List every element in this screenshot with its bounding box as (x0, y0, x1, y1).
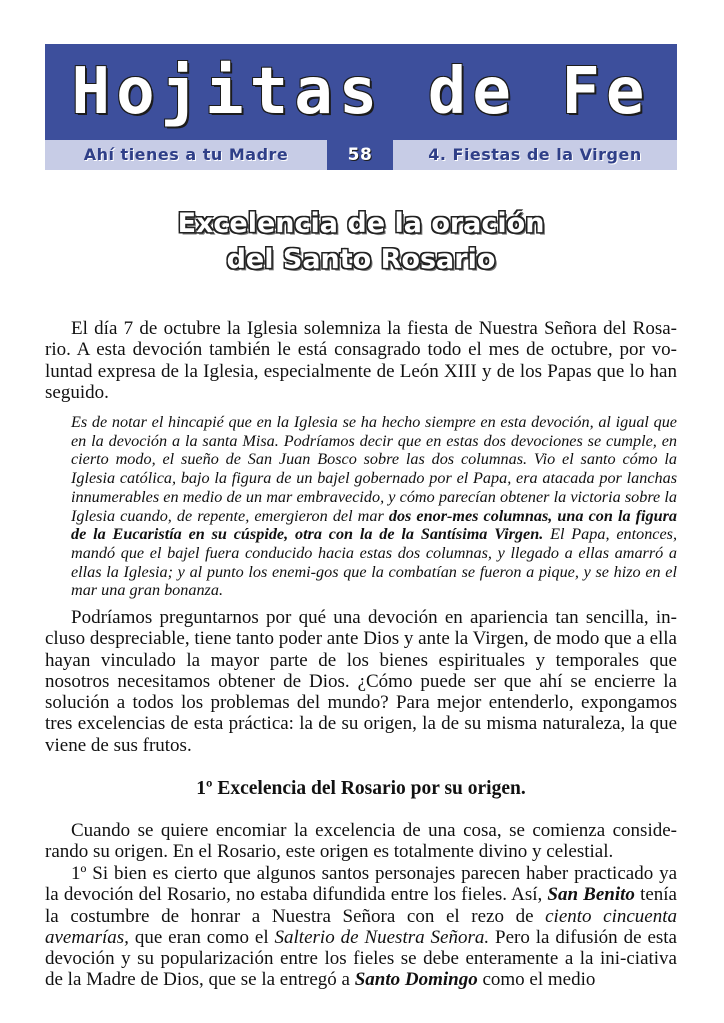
p4-italic-avemarias: ciento cincuenta avemarías, (45, 905, 677, 948)
p4-text-a: 1º Si bien es cierto que algunos santos personajes parecen haber practicado ya la devoción del Rosario, no estaba difundida entre los fieles. Así, (45, 863, 677, 906)
title-line-2: del Santo Rosario (226, 244, 496, 275)
series-right-label: 4. Fiestas de la Virgen (393, 140, 677, 170)
issue-number: 58 (327, 140, 393, 170)
section-heading-1: 1º Excelencia del Rosario por su origen. (196, 778, 526, 799)
quote-bold-text: dos enor-mes columnas, una con la figura de la Eucaristía en su cúspide, otra con la de la Santísima Virgen. (71, 506, 677, 544)
p4-text-f: como el medio (477, 969, 596, 991)
article-title (45, 206, 677, 278)
quote-text-1: Es de notar el hincapié que en la Iglesia se ha hecho siempre en esta devoción, al igual que en la devoción a la santa Misa. Podríamos decir que en estas dos devociones se cumple, en cierto modo, el sueño de San Juan Bosco sobre las dos columnas. Vio el santo cómo la Iglesia católica, bajo la figura de un bajel gobernado por el Papa, era atacada por lanchas innumerables en medio de un mar embravecido, y cómo parecían obtener la victoria sobre la Iglesia cuando, de repente, emergieron del mar (71, 413, 677, 525)
quote-block (71, 413, 677, 600)
title-line-1: Excelencia de la oración (177, 208, 545, 239)
paragraph-2: Podríamos preguntarnos por qué una devoción en apariencia tan sencilla, in-cluso despreciable, tiene tanto poder ante Dios y ante la Virgen, de modo que a ella hayan vinculado la mayor parte de los bienes espirituales y temporales que nosotros necesitamos obtener de Dios. ¿Cómo puede ser que ahí se encierre la solución a todos los problemas del mundo? Para mejor entenderlo, expongamos tres excelencias de esta práctica: la de su origen, la de su misma naturaleza, la que viene de sus frutos. (45, 607, 677, 756)
p4-italic-salterio: Salterio de Nuestra Señora. (274, 926, 490, 948)
quote-text-2: El Papa, entonces, mandó que el bajel fuera conducido hacia estas dos columnas, y llegado a ellas amarró a ellas la Iglesia; y al punto los enemi-gos que la combatían se fueron a pique, y se hizo en el mar una gran bonanza. (71, 525, 678, 600)
masthead-banner (45, 44, 677, 170)
paragraph-4 (45, 863, 677, 991)
masthead-title: Hojitas de Fe (71, 55, 651, 129)
p4-text-c: tenía la costumbre de honrar a Nuestra Señora con el rezo de (45, 884, 677, 927)
p4-bold-santo-domingo: Santo Domingo (354, 969, 478, 991)
series-left-label: Ahí tienes a tu Madre (45, 140, 327, 170)
p4-text-d: que eran como el (128, 926, 275, 948)
paragraph-1: El día 7 de octubre la Iglesia solemniza la fiesta de Nuestra Señora del Rosa-rio. A esta devoción también le está consagrado todo el mes de octubre, por vo-luntad expresa de la Iglesia, especialmente de León XIII y de los Papas que lo han seguido. (45, 318, 677, 403)
paragraph-3: Cuando se quiere encomiar la excelencia de una cosa, se comienza conside-rando su origen. En el Rosario, este origen es totalmente divino y celestial. (45, 820, 677, 863)
p4-text-e: Pero la difusión de esta devoción y su popularización entre los fieles se debe enteramente a la ini-ciativa de la Madre de Dios, que se la entregó a (45, 926, 677, 991)
p4-bold-san-benito: San Benito (547, 884, 635, 906)
series-bar (45, 140, 677, 170)
